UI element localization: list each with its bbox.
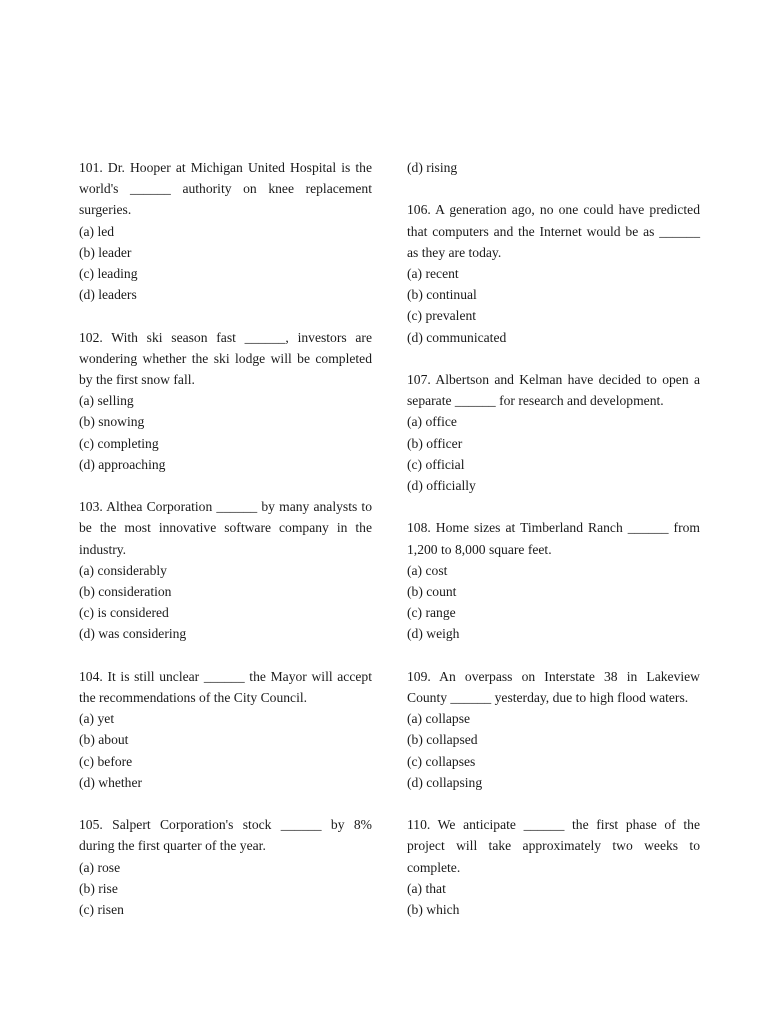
question-stem: 102. With ski season fast ______, investors are wondering whether the ski lodge will be completed by the first snow fall. bbox=[79, 329, 372, 388]
option-b: (b) leader bbox=[79, 244, 132, 260]
option-d: (d) leaders bbox=[79, 287, 137, 303]
question-stem: 101. Dr. Hooper at Michigan United Hospital is the world's ______ authority on knee replacement surgeries. bbox=[79, 160, 372, 218]
option-d: (d) collapsing bbox=[407, 774, 483, 790]
question-stem: 110. We anticipate ______ the first phase of the project will take approximately two weeks to complete. bbox=[407, 817, 700, 875]
question-103 bbox=[79, 496, 372, 644]
option-d: (d) approaching bbox=[79, 456, 166, 472]
option-a: (a) yet bbox=[79, 711, 115, 727]
option-a: (a) that bbox=[407, 880, 446, 896]
question-106 bbox=[407, 199, 700, 347]
option-d: (d) weigh bbox=[407, 626, 460, 642]
option-c: (c) prevalent bbox=[407, 308, 477, 324]
option-b: (b) rise bbox=[79, 880, 118, 896]
option-a: (a) rose bbox=[79, 859, 121, 875]
question-stem: 107. Albertson and Kelman have decided to open a separate ______ for research and development. bbox=[407, 372, 700, 409]
option-c: (c) collapses bbox=[407, 753, 476, 769]
option-b: (b) which bbox=[407, 902, 460, 918]
option-b: (b) continual bbox=[407, 287, 477, 303]
option-c: (c) risen bbox=[79, 902, 124, 918]
option-c: (c) leading bbox=[79, 266, 138, 282]
question-stem: 109. An overpass on Interstate 38 in Lakeview County ______ yesterday, due to high flood waters. bbox=[407, 668, 700, 706]
option-d: (d) was considering bbox=[79, 626, 187, 642]
question-101 bbox=[79, 157, 372, 305]
option-d: (d) rising bbox=[407, 160, 458, 175]
option-d: (d) officially bbox=[407, 478, 476, 494]
question-stem: 104. It is still unclear ______ the Mayor will accept the recommendations of the City Council. bbox=[79, 668, 372, 706]
option-d: (d) whether bbox=[79, 774, 143, 790]
option-a: (a) selling bbox=[79, 393, 134, 409]
question-102 bbox=[79, 327, 372, 475]
left-column bbox=[79, 157, 372, 941]
right-column bbox=[407, 157, 700, 941]
option-c: (c) completing bbox=[79, 435, 159, 451]
question-stem: 103. Althea Corporation ______ by many analysts to be the most innovative software company in the industry. bbox=[79, 499, 372, 557]
option-a: (a) considerably bbox=[79, 562, 167, 578]
option-a: (a) led bbox=[79, 223, 115, 239]
option-c: (c) before bbox=[79, 753, 133, 769]
option-b: (b) about bbox=[79, 732, 129, 748]
option-c: (c) is considered bbox=[79, 605, 169, 621]
question-107 bbox=[407, 369, 700, 496]
question-108 bbox=[407, 517, 700, 644]
question-105-continued bbox=[407, 157, 700, 178]
option-b: (b) snowing bbox=[79, 414, 145, 430]
option-b: (b) collapsed bbox=[407, 732, 478, 748]
question-stem: 108. Home sizes at Timberland Ranch ______ from 1,200 to 8,000 square feet. bbox=[407, 520, 700, 557]
option-b: (b) officer bbox=[407, 435, 463, 451]
question-stem: 106. A generation ago, no one could have predicted that computers and the Internet would be as ______ as they are today. bbox=[407, 202, 700, 260]
option-a: (a) collapse bbox=[407, 711, 471, 727]
option-a: (a) office bbox=[407, 414, 457, 430]
option-c: (c) range bbox=[407, 605, 456, 621]
option-d: (d) communicated bbox=[407, 329, 507, 345]
question-104 bbox=[79, 666, 372, 793]
question-109 bbox=[407, 666, 700, 793]
question-stem: 105. Salpert Corporation's stock ______ by 8% during the first quarter of the year. bbox=[79, 817, 372, 854]
option-a: (a) cost bbox=[407, 562, 448, 578]
option-a: (a) recent bbox=[407, 266, 459, 281]
option-c: (c) official bbox=[407, 456, 465, 472]
option-b: (b) consideration bbox=[79, 584, 172, 600]
question-110 bbox=[407, 814, 700, 920]
question-105 bbox=[79, 814, 372, 920]
option-b: (b) count bbox=[407, 584, 457, 600]
